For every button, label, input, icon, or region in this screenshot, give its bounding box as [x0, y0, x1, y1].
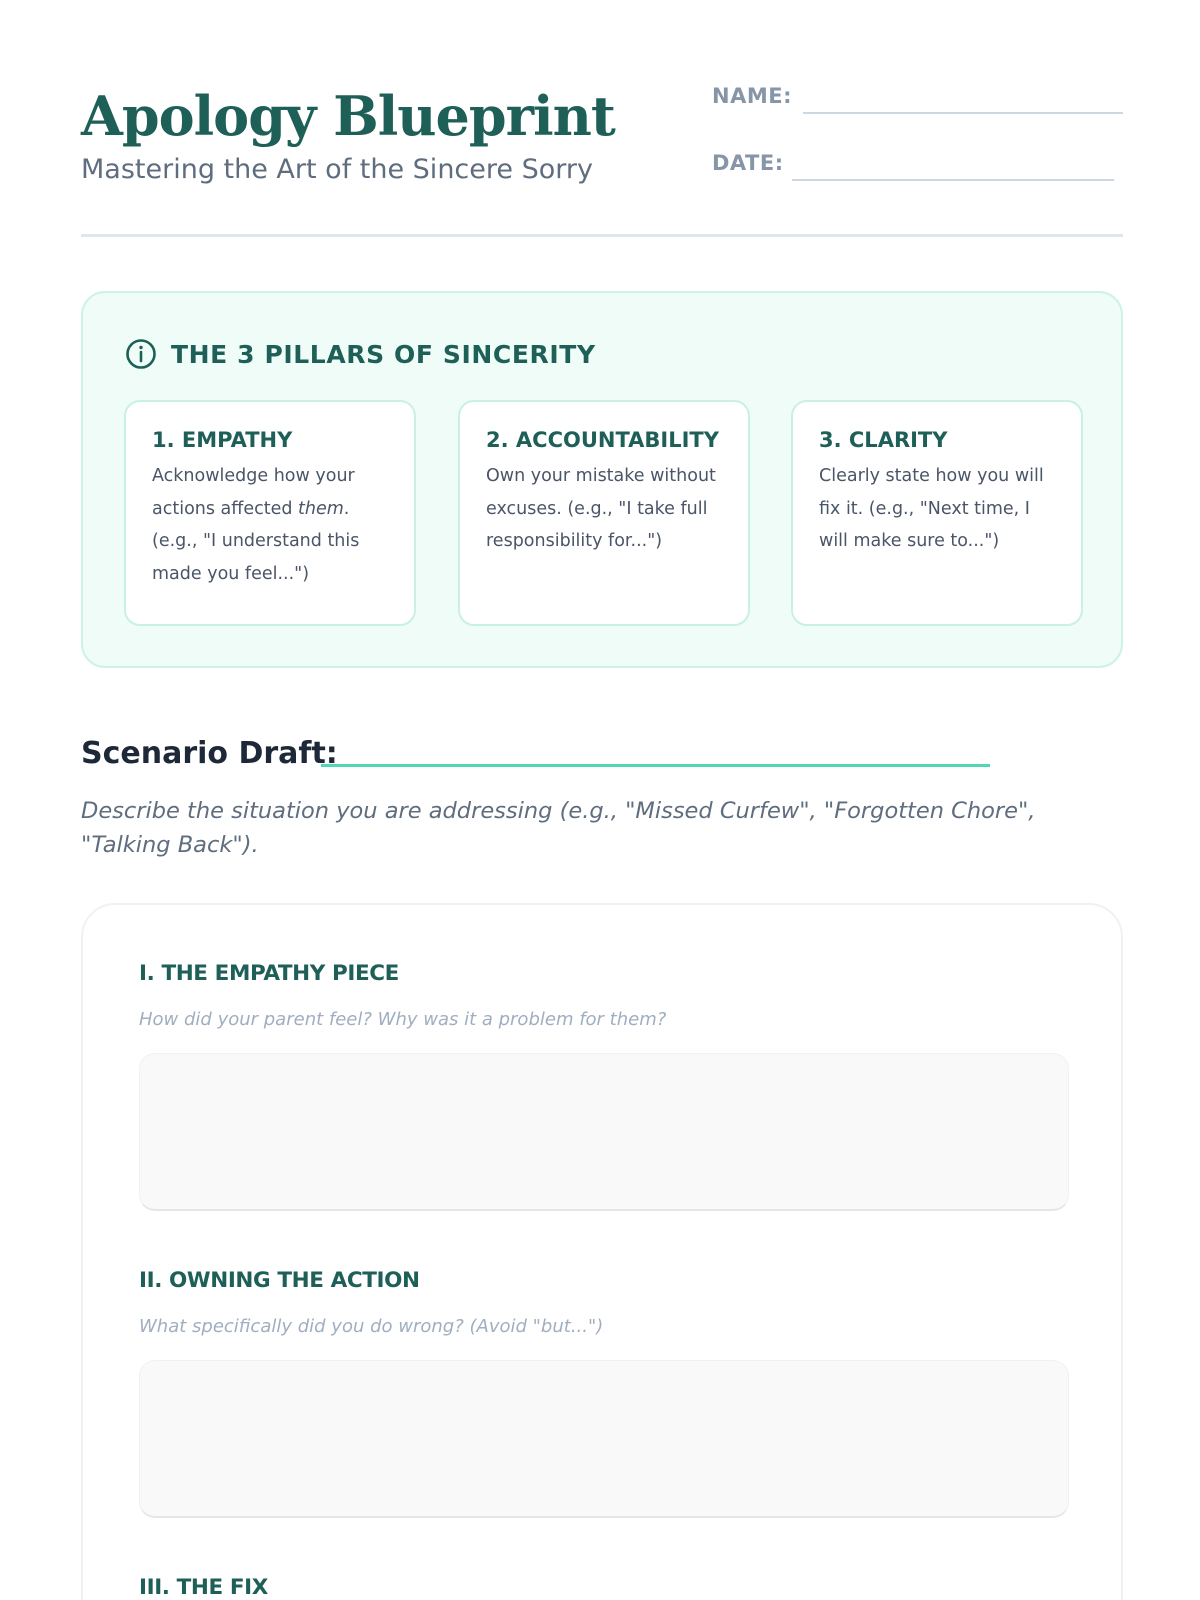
pillar-description: Acknowledge how your actions affected them. (e.g., "I understand this made you feel...") — [152, 466, 360, 584]
pillar-description: Clearly state how you will fix it. (e.g., "Next time, I will make sure to...") — [819, 466, 1044, 551]
section-prompt-empathy: How did your parent feel? Why was it a problem for them? — [139, 1009, 667, 1030]
worksheet-header — [81, 84, 1123, 238]
scenario-label: Scenario Draft: — [81, 736, 338, 771]
pillar-description: Own your mistake without excuses. (e.g., "I take full responsibility for...") — [486, 466, 716, 551]
date-field[interactable] — [792, 151, 1114, 181]
owning-answer-box[interactable] — [139, 1360, 1069, 1518]
name-field-row — [712, 84, 1123, 124]
pillars-heading — [125, 337, 596, 371]
pillar-title: 1. EMPATHY — [152, 428, 293, 452]
apology-draft-card — [81, 903, 1123, 1600]
date-label: DATE: — [712, 151, 784, 175]
section-title-fix: III. THE FIX — [139, 1575, 268, 1600]
header-divider — [81, 234, 1123, 237]
section-title-owning: II. OWNING THE ACTION — [139, 1268, 420, 1293]
pillar-title: 2. ACCOUNTABILITY — [486, 428, 719, 452]
empathy-answer-box[interactable] — [139, 1053, 1069, 1211]
page-subtitle: Mastering the Art of the Sincere Sorry — [81, 154, 593, 185]
page-title: Apology Blueprint — [81, 84, 615, 148]
name-label: NAME: — [712, 84, 792, 108]
pillar-card-accountability — [458, 400, 750, 626]
date-field-row — [712, 151, 1123, 191]
section-title-empathy: I. THE EMPATHY PIECE — [139, 961, 399, 986]
pillar-card-empathy — [124, 400, 416, 626]
pillars-title: THE 3 PILLARS OF SINCERITY — [171, 339, 596, 369]
info-circle-icon — [125, 338, 157, 370]
section-prompt-owning: What specifically did you do wrong? (Avoid "but...") — [139, 1316, 604, 1337]
scenario-description: Describe the situation you are addressing (e.g., "Missed Curfew", "Forgotten Chore", "Talking Back"). — [81, 798, 1036, 858]
scenario-input[interactable] — [321, 764, 990, 767]
name-field[interactable] — [803, 84, 1123, 114]
pillar-card-clarity — [791, 400, 1083, 626]
pillar-title: 3. CLARITY — [819, 428, 948, 452]
pillars-panel — [81, 291, 1123, 668]
